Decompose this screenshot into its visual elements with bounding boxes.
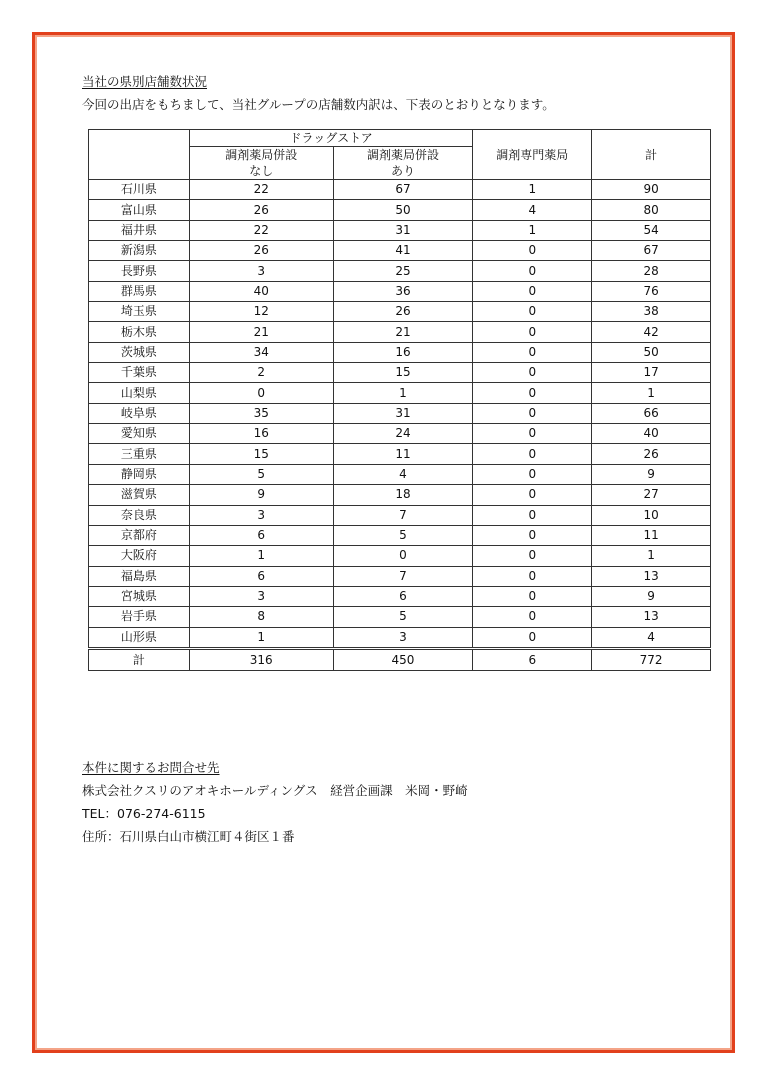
- cell-without: 12: [189, 302, 333, 322]
- cell-with: 24: [333, 424, 473, 444]
- cell-with: 16: [333, 342, 473, 362]
- cell-pref: 栃木県: [89, 322, 190, 342]
- cell-pharmacy: 4: [473, 200, 592, 220]
- cell-total: 17: [592, 363, 711, 383]
- cell-pharmacy: 0: [473, 485, 592, 505]
- cell-without: 1: [189, 627, 333, 648]
- cell-with: 7: [333, 505, 473, 525]
- cell-total: 80: [592, 200, 711, 220]
- cell-pref: 三重県: [89, 444, 190, 464]
- cell-total: 27: [592, 485, 711, 505]
- table-row: [89, 281, 711, 301]
- cell-without: 5: [189, 464, 333, 484]
- cell-pref: 石川県: [89, 180, 190, 200]
- cell-total: 54: [592, 220, 711, 240]
- cell-pharmacy: 0: [473, 302, 592, 322]
- cell-without: 1: [189, 546, 333, 566]
- cell-pref: 京都府: [89, 525, 190, 545]
- cell-without: 22: [189, 180, 333, 200]
- cell-pharmacy: 0: [473, 424, 592, 444]
- cell-pref: 静岡県: [89, 464, 190, 484]
- cell-pref: 奈良県: [89, 505, 190, 525]
- cell-pharmacy: 0: [473, 383, 592, 403]
- table-row: [89, 464, 711, 484]
- cell-pref: 大阪府: [89, 546, 190, 566]
- table-row: [89, 322, 711, 342]
- table-row: [89, 220, 711, 240]
- cell-without: 15: [189, 444, 333, 464]
- cell-without: 8: [189, 607, 333, 627]
- cell-without: 16: [189, 424, 333, 444]
- table-body: [89, 180, 711, 649]
- table-row: [89, 383, 711, 403]
- cell-with: 25: [333, 261, 473, 281]
- table-row: [89, 525, 711, 545]
- cell-pharmacy: 0: [473, 525, 592, 545]
- cell-with: 7: [333, 566, 473, 586]
- table-row: [89, 444, 711, 464]
- cell-pharmacy: 1: [473, 220, 592, 240]
- cell-without: 3: [189, 261, 333, 281]
- cell-without: 34: [189, 342, 333, 362]
- cell-total: 1: [592, 383, 711, 403]
- cell-without: 22: [189, 220, 333, 240]
- contact-tel: TEL：076-274-6115: [82, 806, 206, 821]
- table-row: [89, 200, 711, 220]
- cell-with: 18: [333, 485, 473, 505]
- header-dispensing-pharmacy: 調剤専門薬局: [473, 130, 592, 180]
- header-prefecture: [89, 130, 190, 180]
- table-row: [89, 505, 711, 525]
- cell-pref: 福島県: [89, 566, 190, 586]
- cell-pref: 新潟県: [89, 241, 190, 261]
- cell-pharmacy: 0: [473, 546, 592, 566]
- cell-without: 26: [189, 241, 333, 261]
- cell-pref: 岩手県: [89, 607, 190, 627]
- cell-with: 5: [333, 525, 473, 545]
- contact-address: 住所：石川県白山市横江町４街区１番: [82, 829, 295, 844]
- cell-pref: 宮城県: [89, 586, 190, 606]
- total-total: 772: [592, 648, 711, 670]
- cell-pharmacy: 0: [473, 241, 592, 261]
- contact-block: [82, 756, 468, 848]
- cell-pharmacy: 0: [473, 342, 592, 362]
- cell-without: 35: [189, 403, 333, 423]
- cell-total: 4: [592, 627, 711, 648]
- cell-total: 76: [592, 281, 711, 301]
- cell-total: 11: [592, 525, 711, 545]
- cell-total: 50: [592, 342, 711, 362]
- cell-pharmacy: 0: [473, 627, 592, 648]
- cell-with: 50: [333, 200, 473, 220]
- table-row: [89, 627, 711, 648]
- cell-with: 11: [333, 444, 473, 464]
- cell-pref: 千葉県: [89, 363, 190, 383]
- cell-total: 10: [592, 505, 711, 525]
- cell-pharmacy: 0: [473, 607, 592, 627]
- cell-pharmacy: 0: [473, 281, 592, 301]
- table-row: [89, 363, 711, 383]
- cell-pref: 山梨県: [89, 383, 190, 403]
- cell-with: 36: [333, 281, 473, 301]
- cell-pref: 福井県: [89, 220, 190, 240]
- header-with-pharmacy: 調剤薬局併設 あり: [333, 147, 473, 180]
- cell-total: 28: [592, 261, 711, 281]
- cell-pref: 群馬県: [89, 281, 190, 301]
- cell-pharmacy: 0: [473, 586, 592, 606]
- cell-pharmacy: 0: [473, 363, 592, 383]
- cell-pharmacy: 1: [473, 180, 592, 200]
- cell-pref: 茨城県: [89, 342, 190, 362]
- cell-pref: 富山県: [89, 200, 190, 220]
- cell-total: 9: [592, 464, 711, 484]
- cell-without: 0: [189, 383, 333, 403]
- cell-with: 0: [333, 546, 473, 566]
- cell-without: 9: [189, 485, 333, 505]
- cell-without: 21: [189, 322, 333, 342]
- cell-without: 2: [189, 363, 333, 383]
- cell-pharmacy: 0: [473, 403, 592, 423]
- cell-with: 21: [333, 322, 473, 342]
- table-row: [89, 546, 711, 566]
- cell-without: 6: [189, 525, 333, 545]
- cell-with: 1: [333, 383, 473, 403]
- total-row: [89, 648, 711, 670]
- cell-total: 9: [592, 586, 711, 606]
- total-pharmacy: 6: [473, 648, 592, 670]
- cell-pharmacy: 0: [473, 464, 592, 484]
- cell-pharmacy: 0: [473, 322, 592, 342]
- cell-with: 6: [333, 586, 473, 606]
- cell-total: 67: [592, 241, 711, 261]
- total-label: 計: [89, 648, 190, 670]
- cell-pharmacy: 0: [473, 505, 592, 525]
- cell-pref: 岐阜県: [89, 403, 190, 423]
- cell-with: 26: [333, 302, 473, 322]
- section-heading: 当社の県別店舗数状況: [82, 74, 208, 89]
- cell-pref: 愛知県: [89, 424, 190, 444]
- table-row: [89, 302, 711, 322]
- total-without: 316: [189, 648, 333, 670]
- cell-without: 3: [189, 505, 333, 525]
- table-row: [89, 566, 711, 586]
- cell-without: 26: [189, 200, 333, 220]
- cell-pharmacy: 0: [473, 444, 592, 464]
- cell-pref: 埼玉県: [89, 302, 190, 322]
- total-with: 450: [333, 648, 473, 670]
- cell-total: 40: [592, 424, 711, 444]
- table-row: [89, 403, 711, 423]
- intro-text: 今回の出店をもちまして、当社グループの店舗数内訳は、下表のとおりとなります。: [82, 97, 555, 112]
- cell-total: 1: [592, 546, 711, 566]
- header-without-pharmacy: 調剤薬局併設 なし: [189, 147, 333, 180]
- cell-with: 41: [333, 241, 473, 261]
- cell-pharmacy: 0: [473, 566, 592, 586]
- table-row: [89, 241, 711, 261]
- cell-total: 90: [592, 180, 711, 200]
- cell-total: 66: [592, 403, 711, 423]
- cell-with: 4: [333, 464, 473, 484]
- table-row: [89, 586, 711, 606]
- table-row: [89, 342, 711, 362]
- table-row: [89, 424, 711, 444]
- table-row: [89, 485, 711, 505]
- header-total: 計: [592, 130, 711, 180]
- cell-total: 38: [592, 302, 711, 322]
- cell-without: 3: [189, 586, 333, 606]
- cell-with: 3: [333, 627, 473, 648]
- cell-pharmacy: 0: [473, 261, 592, 281]
- cell-pref: 長野県: [89, 261, 190, 281]
- cell-total: 26: [592, 444, 711, 464]
- cell-without: 40: [189, 281, 333, 301]
- cell-without: 6: [189, 566, 333, 586]
- cell-total: 13: [592, 566, 711, 586]
- cell-with: 31: [333, 403, 473, 423]
- contact-title: 本件に関するお問合せ先: [82, 760, 220, 775]
- cell-with: 31: [333, 220, 473, 240]
- store-count-table: [88, 129, 711, 671]
- cell-pref: 滋賀県: [89, 485, 190, 505]
- cell-with: 15: [333, 363, 473, 383]
- table-row: [89, 261, 711, 281]
- cell-pref: 山形県: [89, 627, 190, 648]
- contact-company: 株式会社クスリのアオキホールディングス 経営企画課 米岡・野崎: [82, 783, 468, 798]
- cell-with: 5: [333, 607, 473, 627]
- table-row: [89, 607, 711, 627]
- header-drugstore: ドラッグストア: [189, 130, 473, 147]
- cell-total: 13: [592, 607, 711, 627]
- cell-total: 42: [592, 322, 711, 342]
- table-row: [89, 180, 711, 200]
- cell-with: 67: [333, 180, 473, 200]
